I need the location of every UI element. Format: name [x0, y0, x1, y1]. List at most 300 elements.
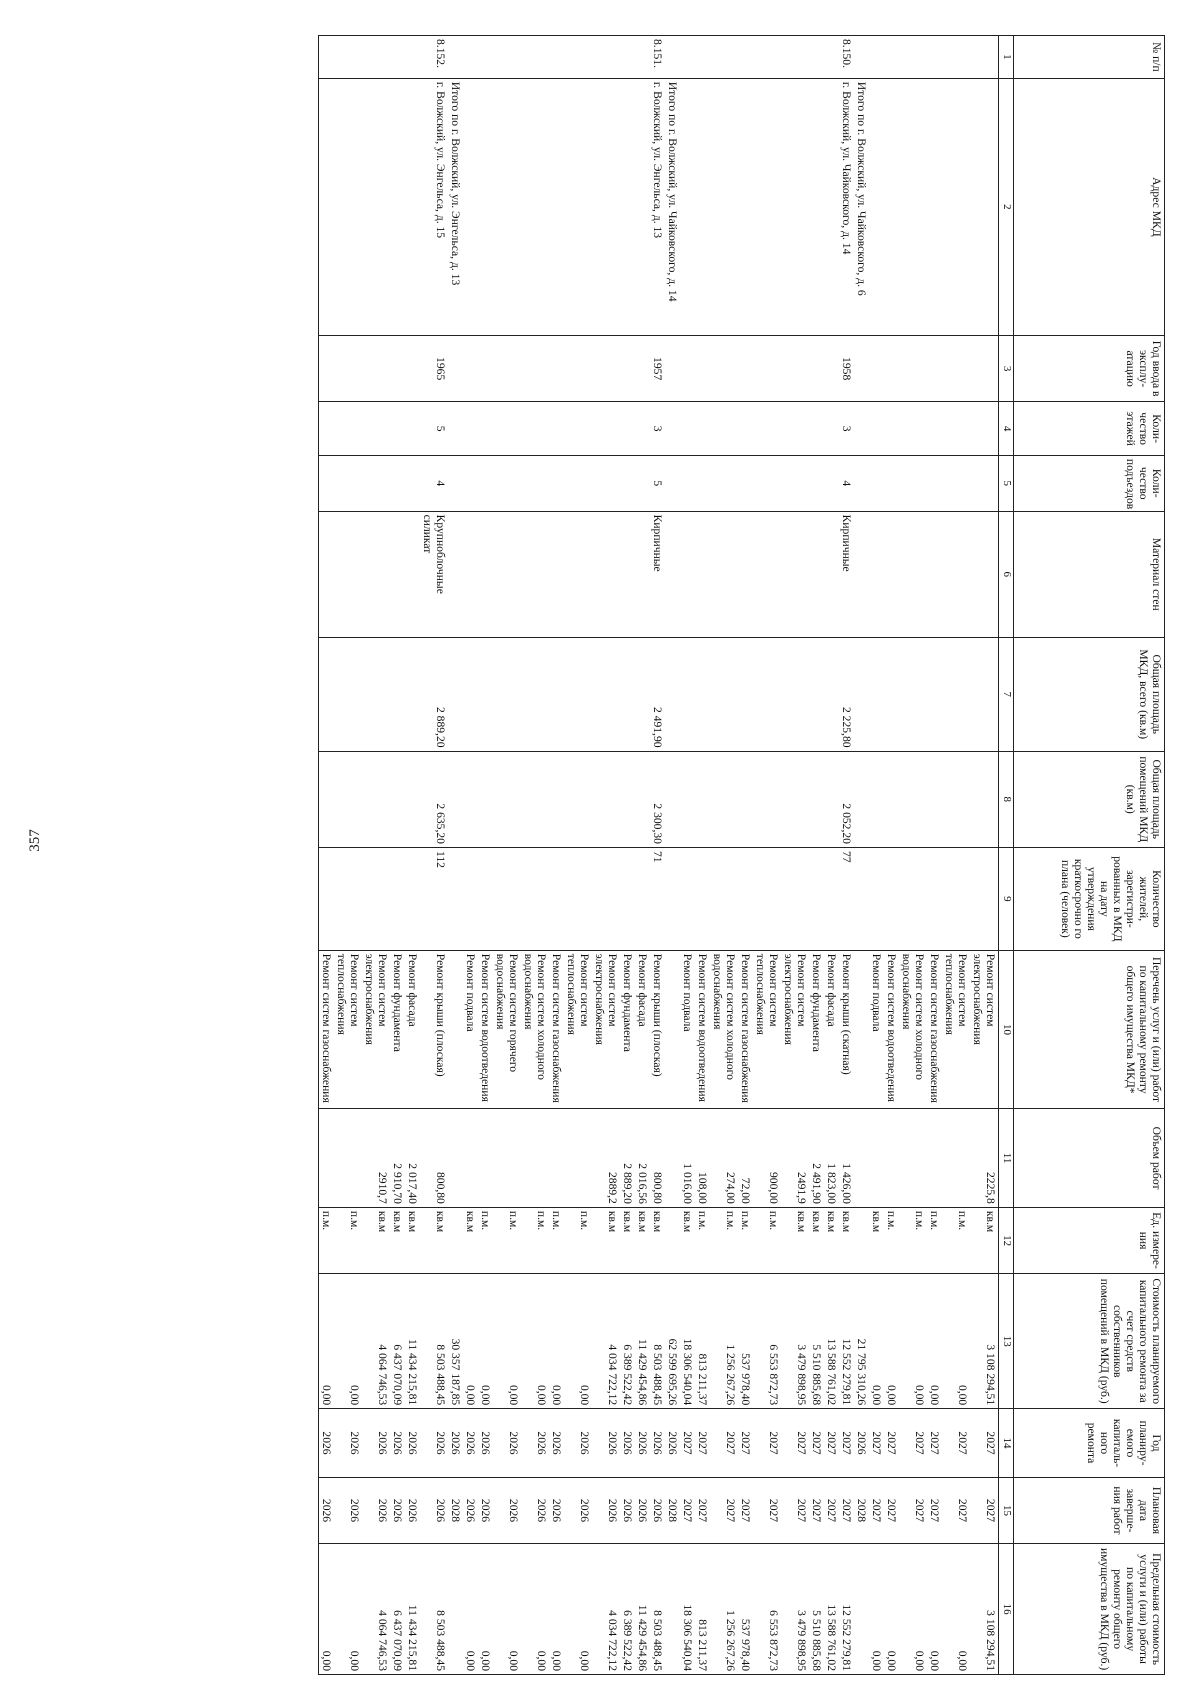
- table-cell: 112: [420, 847, 448, 950]
- table-cell: 2026: [478, 1409, 493, 1478]
- table-cell: [710, 402, 738, 456]
- table-row: [635, 36, 650, 1675]
- table-cell: [405, 847, 420, 950]
- column-number-cell: 11: [999, 1109, 1014, 1208]
- table-cell: [710, 36, 738, 79]
- table-cell: Ремонт систем холодного водоснабжения: [521, 950, 549, 1109]
- table-cell: [884, 402, 899, 456]
- table-cell: 2027: [753, 1409, 781, 1478]
- table-cell: [665, 950, 680, 1109]
- table-cell: [738, 638, 753, 752]
- table-cell: [884, 455, 899, 511]
- table-cell: 2027: [710, 1477, 738, 1543]
- table-cell: [362, 335, 390, 401]
- table-cell: [448, 950, 463, 1109]
- table-cell: 4 034 722,12: [592, 1544, 620, 1675]
- table-cell: [942, 402, 970, 456]
- table-cell: 2027: [869, 1477, 884, 1543]
- table-cell: [635, 335, 650, 401]
- table-cell: [620, 638, 635, 752]
- table-cell: 4 064 746,53: [362, 1544, 390, 1675]
- table-cell: 0,00: [899, 1544, 927, 1675]
- table-cell: 1958: [839, 335, 854, 401]
- table-cell: 0,00: [927, 1544, 942, 1675]
- column-number-cell: 4: [999, 402, 1014, 456]
- table-cell: кв.м: [809, 1207, 824, 1273]
- table-cell: [710, 847, 738, 950]
- table-cell: [521, 78, 549, 335]
- table-cell: [448, 455, 463, 511]
- table-cell: 8.150.: [839, 36, 854, 79]
- table-cell: [521, 402, 549, 456]
- table-cell: 2027: [695, 1409, 710, 1478]
- table-cell: [463, 78, 478, 335]
- table-row: [753, 36, 781, 1675]
- table-cell: [781, 36, 809, 79]
- table-cell: [478, 638, 493, 752]
- column-number-row: [999, 36, 1014, 1675]
- table-cell: Ремонт систем электроснабжения: [970, 950, 999, 1109]
- table-cell: [854, 950, 869, 1109]
- table-cell: [970, 638, 999, 752]
- table-cell: [448, 638, 463, 752]
- table-cell: [869, 638, 884, 752]
- table-row: [362, 36, 390, 1675]
- header-cell: Коли-чество этажей: [1014, 402, 1165, 456]
- table-cell: [319, 638, 335, 752]
- table-cell: [390, 78, 405, 335]
- table-cell: [695, 335, 710, 401]
- table-cell: [390, 402, 405, 456]
- table-cell: [927, 511, 942, 637]
- table-cell: [493, 847, 521, 950]
- table-cell: п.м.: [549, 1207, 564, 1273]
- table-row: [478, 36, 493, 1675]
- table-cell: [493, 1109, 521, 1208]
- table-cell: [854, 847, 869, 950]
- header-cell: Объем работ: [1014, 1109, 1165, 1208]
- column-number-cell: 6: [999, 511, 1014, 637]
- table-cell: [478, 36, 493, 79]
- table-row: [927, 36, 942, 1675]
- table-cell: [405, 511, 420, 637]
- header-cell: Предельная стоимость услуги и (или) работы по капитальному ремонту общего имущества в МКД (руб.): [1014, 1544, 1165, 1675]
- table-cell: 0,00: [463, 1544, 478, 1675]
- table-cell: [521, 638, 549, 752]
- table-cell: [405, 335, 420, 401]
- table-cell: 2 225,80: [839, 638, 854, 752]
- table-cell: Ремонт систем электроснабжения: [592, 950, 620, 1109]
- table-cell: 0,00: [521, 1544, 549, 1675]
- table-cell: [493, 638, 521, 752]
- header-cell: Перечень услуг и (или) работ по капитальному ремонту общего имущества МКД*: [1014, 950, 1165, 1109]
- table-cell: [899, 511, 927, 637]
- table-row: [521, 36, 549, 1675]
- table-cell: [620, 751, 635, 847]
- table-cell: [884, 751, 899, 847]
- table-cell: [493, 455, 521, 511]
- table-cell: 8.151.: [650, 36, 665, 79]
- table-cell: 2027: [680, 1409, 695, 1478]
- table-cell: [927, 335, 942, 401]
- table-row: [405, 36, 420, 1675]
- table-cell: [564, 511, 592, 637]
- table-cell: 3 479 898,95: [781, 1274, 809, 1409]
- table-cell: [334, 455, 362, 511]
- table-cell: кв.м: [824, 1207, 839, 1273]
- table-cell: 3 108 294,51: [970, 1274, 999, 1409]
- table-cell: 0,00: [869, 1544, 884, 1675]
- table-cell: Ремонт систем теплоснабжения: [942, 950, 970, 1109]
- table-cell: [493, 751, 521, 847]
- table-cell: 8 503 488,45: [650, 1544, 665, 1675]
- table-cell: 2026: [549, 1477, 564, 1543]
- table-cell: 0,00: [869, 1274, 884, 1409]
- table-cell: [521, 751, 549, 847]
- table-cell: 0,00: [478, 1544, 493, 1675]
- table-cell: 0,00: [942, 1544, 970, 1675]
- table-cell: [680, 847, 695, 950]
- table-cell: [781, 847, 809, 950]
- table-cell: 0,00: [334, 1274, 362, 1409]
- table-cell: п.м.: [738, 1207, 753, 1273]
- table-cell: 5: [420, 402, 448, 456]
- table-cell: [478, 335, 493, 401]
- table-cell: п.м.: [695, 1207, 710, 1273]
- table-cell: [695, 455, 710, 511]
- table-cell: [899, 638, 927, 752]
- table-cell: [824, 847, 839, 950]
- table-cell: 3: [650, 402, 665, 456]
- table-cell: [854, 335, 869, 401]
- table-cell: [319, 402, 335, 456]
- table-cell: [665, 455, 680, 511]
- table-cell: [927, 1109, 942, 1208]
- table-cell: 0,00: [493, 1274, 521, 1409]
- table-cell: [362, 511, 390, 637]
- table-cell: 0,00: [478, 1274, 493, 1409]
- table-cell: 0,00: [884, 1544, 899, 1675]
- table-cell: [899, 402, 927, 456]
- table-cell: 2026: [478, 1477, 493, 1543]
- table-cell: п.м.: [942, 1207, 970, 1273]
- table-row: [564, 36, 592, 1675]
- table-cell: [809, 638, 824, 752]
- table-cell: [493, 402, 521, 456]
- table-cell: Ремонт систем газоснабжения: [549, 950, 564, 1109]
- table-cell: Ремонт крыши (плоская): [420, 950, 448, 1109]
- table-cell: 0,00: [899, 1274, 927, 1409]
- table-cell: [753, 402, 781, 456]
- table-cell: [884, 847, 899, 950]
- table-cell: [334, 36, 362, 79]
- table-cell: 2026: [334, 1409, 362, 1478]
- table-cell: [592, 751, 620, 847]
- table-cell: [884, 511, 899, 637]
- header-cell: Год ввода в эксплу-атацию: [1014, 335, 1165, 401]
- header-cell: Общая площадь МКД, всего (кв.м): [1014, 638, 1165, 752]
- table-cell: 2026: [405, 1477, 420, 1543]
- table-cell: 537 978,40: [738, 1274, 753, 1409]
- table-row: [390, 36, 405, 1675]
- table-cell: 0,00: [942, 1274, 970, 1409]
- table-cell: кв.м: [680, 1207, 695, 1273]
- table-cell: [970, 36, 999, 79]
- table-cell: 2027: [970, 1409, 999, 1478]
- table-cell: [869, 847, 884, 950]
- table-cell: [405, 78, 420, 335]
- table-cell: 2026: [635, 1409, 650, 1478]
- table-cell: 2027: [824, 1477, 839, 1543]
- table-cell: [738, 511, 753, 637]
- table-row: [334, 36, 362, 1675]
- table-cell: кв.м: [405, 1207, 420, 1273]
- table-cell: 0,00: [549, 1544, 564, 1675]
- table-cell: 2027: [942, 1477, 970, 1543]
- table-cell: [869, 335, 884, 401]
- table-cell: [319, 455, 335, 511]
- table-cell: [942, 78, 970, 335]
- header-cell: Стоимость планируемого капитального ремонта за счет средств собственников помещений в МКД (руб.): [1014, 1274, 1165, 1409]
- table-cell: п.м.: [753, 1207, 781, 1273]
- table-cell: [809, 335, 824, 401]
- table-cell: Ремонт систем газоснабжения: [738, 950, 753, 1109]
- table-cell: [854, 511, 869, 637]
- table-cell: г. Волжский, ул. Чайковского, д. 14: [839, 78, 854, 335]
- table-cell: Ремонт систем водоотведения: [695, 950, 710, 1109]
- table-cell: Итого по г. Волжский, ул. Энгельса, д. 13: [448, 78, 463, 335]
- table-cell: 537 978,40: [738, 1544, 753, 1675]
- table-cell: [884, 638, 899, 752]
- table-cell: [942, 751, 970, 847]
- table-cell: 900,00: [753, 1109, 781, 1208]
- table-cell: [448, 1544, 463, 1675]
- table-cell: 2027: [824, 1409, 839, 1478]
- table-cell: 2026: [592, 1477, 620, 1543]
- table-cell: Ремонт систем горячего водоснабжения: [493, 950, 521, 1109]
- table-cell: 2026: [493, 1409, 521, 1478]
- table-cell: 2910,7: [362, 1109, 390, 1208]
- table-cell: 2026: [493, 1477, 521, 1543]
- table-cell: 2027: [680, 1477, 695, 1543]
- table-cell: Ремонт подвала: [869, 950, 884, 1109]
- header-cell: Плановая дата заверше-ния работ: [1014, 1477, 1165, 1543]
- table-cell: [405, 751, 420, 847]
- table-cell: [463, 847, 478, 950]
- table-cell: [564, 335, 592, 401]
- table-cell: [478, 455, 493, 511]
- table-cell: [463, 402, 478, 456]
- table-cell: Ремонт систем теплоснабжения: [753, 950, 781, 1109]
- header-row: [1014, 36, 1165, 1675]
- table-cell: [695, 511, 710, 637]
- table-cell: 5: [650, 455, 665, 511]
- table-cell: Ремонт систем теплоснабжения: [564, 950, 592, 1109]
- table-cell: 2026: [620, 1409, 635, 1478]
- table-cell: [549, 511, 564, 637]
- table-cell: 2026: [362, 1477, 390, 1543]
- table-cell: [319, 847, 335, 950]
- table-cell: [738, 402, 753, 456]
- table-cell: [809, 78, 824, 335]
- table-cell: 800,80: [420, 1109, 448, 1208]
- table-cell: Ремонт систем холодного водоснабжения: [899, 950, 927, 1109]
- table-row: [809, 36, 824, 1675]
- table-cell: 1965: [420, 335, 448, 401]
- table-cell: [463, 335, 478, 401]
- column-number-cell: 8: [999, 751, 1014, 847]
- column-number-cell: 2: [999, 78, 1014, 335]
- table-cell: [710, 511, 738, 637]
- header-cell: № п/п: [1014, 36, 1165, 79]
- table-cell: 2 300,30: [650, 751, 665, 847]
- table-cell: 2027: [781, 1409, 809, 1478]
- table-cell: [493, 511, 521, 637]
- table-cell: [665, 1544, 680, 1675]
- table-cell: 2027: [738, 1477, 753, 1543]
- header-cell: Ед. измере-ния: [1014, 1207, 1165, 1273]
- table-cell: кв.м: [839, 1207, 854, 1273]
- table-cell: [405, 402, 420, 456]
- table-cell: кв.м: [635, 1207, 650, 1273]
- table-cell: [942, 335, 970, 401]
- table-cell: [390, 36, 405, 79]
- table-cell: 1 823,00: [824, 1109, 839, 1208]
- table-cell: [390, 455, 405, 511]
- table-cell: [854, 1207, 869, 1273]
- table-cell: 2027: [927, 1409, 942, 1478]
- table-cell: [665, 751, 680, 847]
- table-cell: [680, 751, 695, 847]
- capital-repair-table: [318, 35, 1165, 1675]
- table-cell: кв.м: [463, 1207, 478, 1273]
- table-cell: [334, 1109, 362, 1208]
- table-cell: [362, 455, 390, 511]
- table-cell: [390, 638, 405, 752]
- table-cell: [824, 511, 839, 637]
- table-cell: [710, 78, 738, 335]
- table-cell: 2027: [738, 1409, 753, 1478]
- table-cell: [927, 847, 942, 950]
- table-cell: [854, 455, 869, 511]
- table-cell: [592, 847, 620, 950]
- table-cell: [942, 511, 970, 637]
- table-cell: 12 552 279,81: [839, 1544, 854, 1675]
- table-cell: 1 426,00: [839, 1109, 854, 1208]
- table-cell: [665, 335, 680, 401]
- table-cell: [635, 511, 650, 637]
- table-cell: [710, 751, 738, 847]
- table-cell: [854, 751, 869, 847]
- table-cell: [824, 78, 839, 335]
- table-cell: 2027: [899, 1409, 927, 1478]
- table-cell: 0,00: [319, 1274, 335, 1409]
- table-cell: [781, 78, 809, 335]
- table-cell: 8.152.: [420, 36, 448, 79]
- table-cell: 3 479 898,95: [781, 1544, 809, 1675]
- table-cell: 2026: [463, 1477, 478, 1543]
- table-cell: Ремонт фундамента: [390, 950, 405, 1109]
- table-cell: кв.м: [620, 1207, 635, 1273]
- table-cell: [899, 1109, 927, 1208]
- table-cell: п.м.: [710, 1207, 738, 1273]
- table-row: [420, 36, 448, 1675]
- table-cell: [869, 78, 884, 335]
- table-cell: 2 016,56: [635, 1109, 650, 1208]
- table-cell: 2 910,70: [390, 1109, 405, 1208]
- table-cell: [362, 638, 390, 752]
- table-cell: 2026: [521, 1477, 549, 1543]
- table-cell: кв.м: [869, 1207, 884, 1273]
- table-cell: [824, 36, 839, 79]
- table-cell: [854, 638, 869, 752]
- table-cell: 813 211,37: [695, 1274, 710, 1409]
- table-row: [680, 36, 695, 1675]
- table-cell: [405, 36, 420, 79]
- table-row: [839, 36, 854, 1675]
- table-cell: [710, 455, 738, 511]
- table-row: [665, 36, 680, 1675]
- table-cell: 0,00: [334, 1544, 362, 1675]
- table-cell: [362, 751, 390, 847]
- table-cell: [710, 638, 738, 752]
- table-cell: [620, 511, 635, 637]
- table-cell: [549, 335, 564, 401]
- table-cell: [521, 511, 549, 637]
- table-cell: [405, 455, 420, 511]
- table-cell: [319, 511, 335, 637]
- table-cell: [927, 36, 942, 79]
- table-cell: кв.м: [390, 1207, 405, 1273]
- table-cell: 0,00: [927, 1274, 942, 1409]
- table-cell: [970, 751, 999, 847]
- table-cell: 0,00: [564, 1544, 592, 1675]
- table-cell: 8 503 488,45: [420, 1274, 448, 1409]
- table-cell: [362, 36, 390, 79]
- table-cell: [809, 455, 824, 511]
- table-cell: Кирпичные: [650, 511, 665, 637]
- table-cell: 2026: [420, 1477, 448, 1543]
- table-cell: [334, 511, 362, 637]
- table-cell: 6 437 070,09: [390, 1274, 405, 1409]
- table-cell: 2026: [592, 1409, 620, 1478]
- table-cell: кв.м: [781, 1207, 809, 1273]
- table-cell: [781, 751, 809, 847]
- table-cell: [869, 751, 884, 847]
- table-cell: [478, 751, 493, 847]
- table-cell: [854, 402, 869, 456]
- table-cell: [899, 36, 927, 79]
- table-cell: 2225,8: [970, 1109, 999, 1208]
- table-cell: 2026: [564, 1477, 592, 1543]
- table-cell: [620, 847, 635, 950]
- table-cell: п.м.: [521, 1207, 549, 1273]
- table-row: [319, 36, 335, 1675]
- table-cell: [665, 1207, 680, 1273]
- table-cell: кв.м: [970, 1207, 999, 1273]
- table-cell: 2026: [665, 1409, 680, 1478]
- table-cell: 2026: [549, 1409, 564, 1478]
- table-cell: п.м.: [564, 1207, 592, 1273]
- table-cell: 800,80: [650, 1109, 665, 1208]
- table-cell: 2027: [710, 1409, 738, 1478]
- table-cell: п.м.: [334, 1207, 362, 1273]
- table-cell: [334, 751, 362, 847]
- table-cell: [680, 78, 695, 335]
- table-cell: 2026: [319, 1477, 335, 1543]
- table-cell: [620, 78, 635, 335]
- table-row: [970, 36, 999, 1675]
